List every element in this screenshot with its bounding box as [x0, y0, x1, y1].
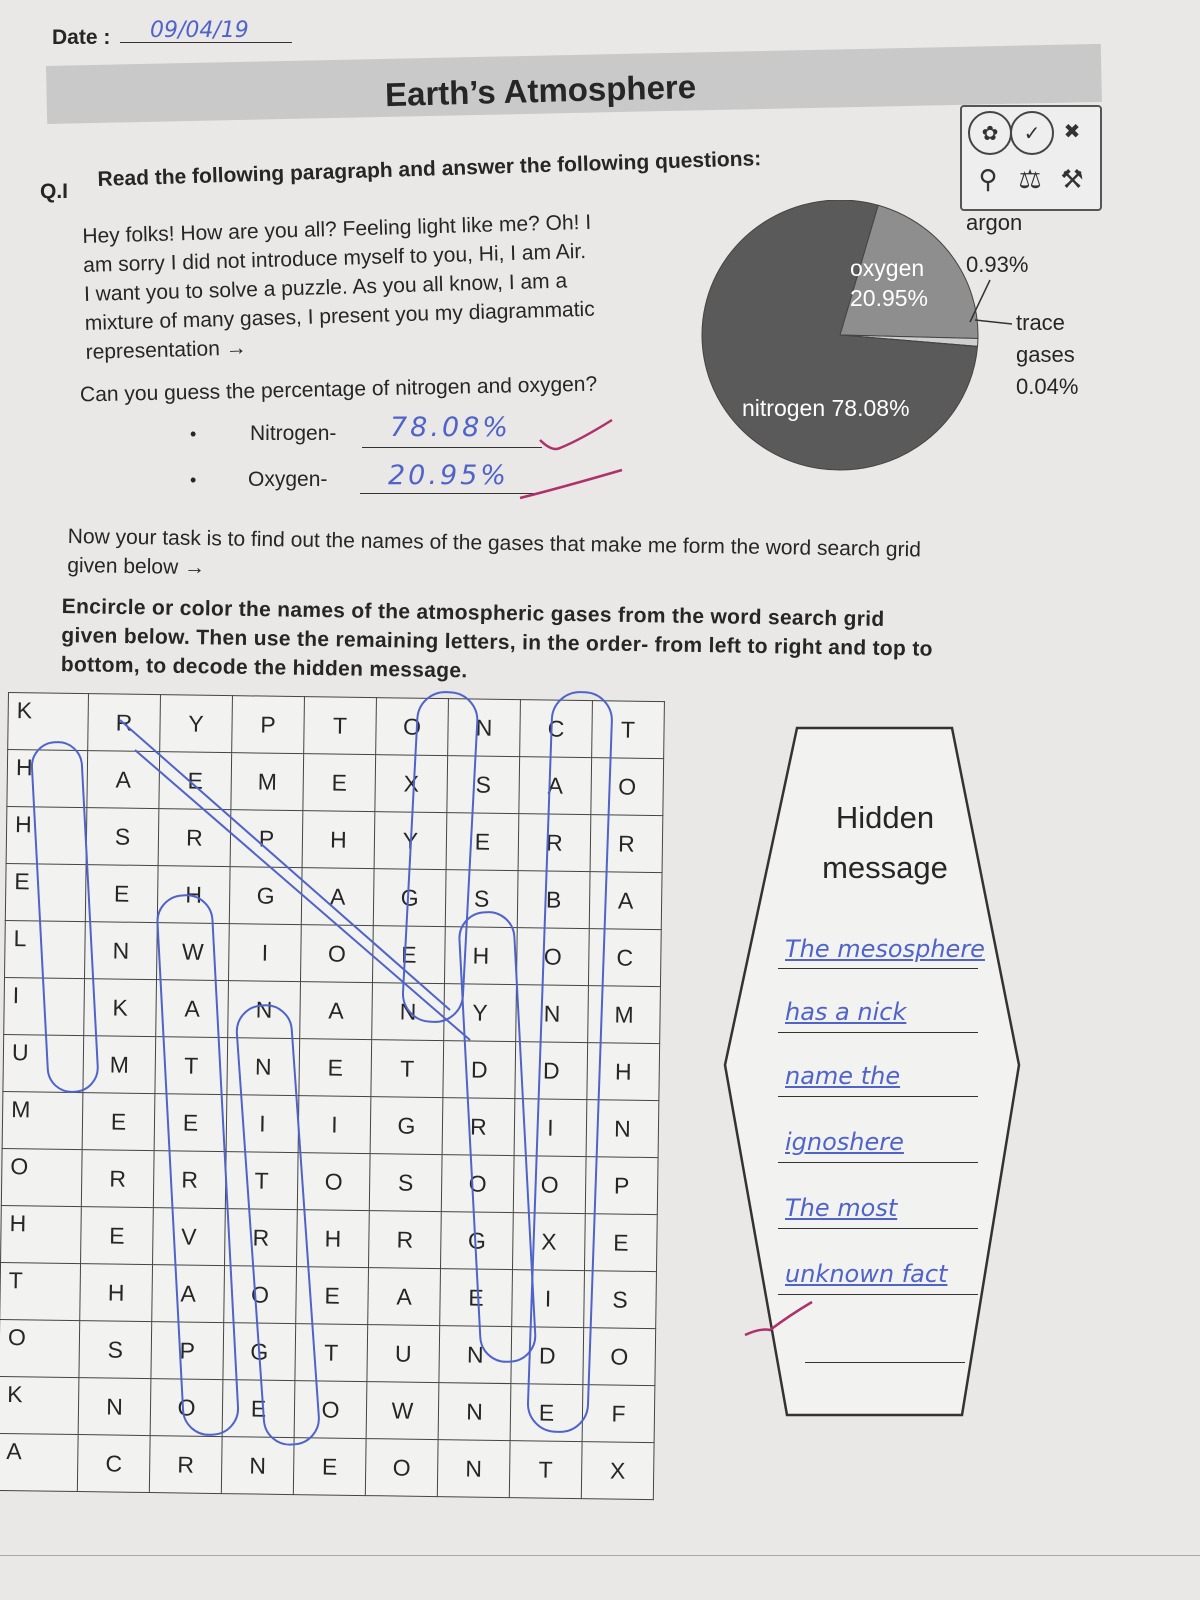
question-text: Read the following paragraph and answer the following questions: [97, 147, 762, 192]
grid-cell[interactable]: R [81, 1150, 154, 1208]
nitrogen-label: Nitrogen- [250, 422, 337, 445]
grid-cell[interactable]: P [232, 696, 305, 754]
grid-cell[interactable]: H [297, 1210, 370, 1268]
grid-cell[interactable]: N [437, 1440, 510, 1498]
question-number: Q.I [40, 180, 69, 203]
grid-cell[interactable]: T [509, 1441, 582, 1499]
trace-label-2: gases [1016, 342, 1075, 367]
nitrogen-label: nitrogen 78.08% [742, 395, 910, 421]
grid-cell[interactable]: K [0, 1376, 79, 1434]
grid-row [1, 1205, 658, 1271]
grid-row [7, 750, 664, 816]
grid-cell[interactable]: R [158, 809, 231, 867]
grid-cell[interactable]: I [512, 1270, 585, 1328]
paragraph-line: I want you to solve a puzzle. As you all know, I am a [83, 269, 568, 306]
hidden-message-title [790, 793, 980, 893]
page-bottom-rule [0, 1555, 1200, 1556]
grid-cell[interactable]: H [302, 811, 375, 869]
trace-leader-line [975, 320, 1012, 324]
grid-row [8, 693, 665, 759]
grid-row [5, 863, 662, 929]
grid-cell[interactable]: O [516, 928, 589, 986]
tools-icon: ✖ [1063, 120, 1081, 143]
nitrogen-answer[interactable]: 78.08% [390, 412, 511, 443]
scale-icon: ⚖ [1018, 163, 1042, 194]
grid-cell[interactable]: A [589, 872, 662, 930]
grid-cell[interactable]: O [150, 1379, 223, 1437]
check-icon: ✓ [1010, 111, 1054, 155]
grid-cell[interactable]: O [591, 758, 664, 816]
guess-question: Can you guess the percentage of nitrogen and oxygen? [79, 372, 598, 407]
hidden-title-line: message [822, 850, 948, 885]
oxygen-label: Oxygen- [248, 468, 328, 491]
grid-cell[interactable]: A [519, 757, 592, 815]
grid-cell[interactable]: E [510, 1384, 583, 1442]
grid-cell[interactable]: O [300, 925, 373, 983]
grid-cell[interactable]: O [376, 698, 449, 756]
grid-cell[interactable]: S [79, 1321, 152, 1379]
grid-cell[interactable]: E [85, 865, 158, 923]
grid-cell[interactable]: E [584, 1214, 657, 1272]
grid-cell[interactable]: O [441, 1155, 514, 1213]
paragraph-line: mixture of many gases, I present you my diagrammatic [84, 297, 595, 335]
grid-cell[interactable]: K [84, 979, 157, 1037]
grid-cell[interactable]: H [80, 1264, 153, 1322]
grid-row [4, 977, 661, 1043]
grid-cell[interactable]: E [154, 1094, 227, 1152]
grid-cell[interactable]: P [151, 1322, 224, 1380]
grid-cell[interactable]: W [366, 1382, 439, 1440]
grid-cell[interactable]: U [367, 1325, 440, 1383]
grid-cell[interactable]: N [516, 985, 589, 1043]
grid-cell[interactable]: S [584, 1271, 657, 1329]
grid-cell[interactable]: G [223, 1323, 296, 1381]
grid-cell[interactable]: D [515, 1042, 588, 1100]
message-line [778, 1162, 978, 1163]
grid-cell[interactable]: O [297, 1153, 370, 1211]
message-text[interactable]: unknown fact [785, 1260, 948, 1288]
grid-cell[interactable]: P [230, 810, 303, 868]
grid-cell[interactable]: M [231, 753, 304, 811]
oxygen-answer[interactable]: 20.95% [388, 460, 509, 491]
grid-cell[interactable]: N [227, 1038, 300, 1096]
grid-cell[interactable]: P [585, 1157, 658, 1215]
grid-cell[interactable]: R [368, 1211, 441, 1269]
grid-cell[interactable]: E [222, 1380, 295, 1438]
grid-cell[interactable]: S [445, 870, 518, 928]
grid-cell[interactable]: E [372, 926, 445, 984]
paragraph-line: Hey folks! How are you all? Feeling light like me? Oh! I [82, 210, 592, 248]
grid-cell[interactable]: T [304, 697, 377, 755]
grid-cell[interactable]: T [592, 701, 665, 759]
grid-cell[interactable]: H [1, 1205, 82, 1263]
brain-icon: ✿ [968, 111, 1012, 155]
grid-row [3, 1034, 660, 1100]
grid-cell[interactable]: D [443, 1041, 516, 1099]
grid-cell[interactable]: M [2, 1091, 83, 1149]
grid-cell[interactable]: E [440, 1269, 513, 1327]
grid-cell[interactable]: H [444, 927, 517, 985]
grid-cell[interactable]: U [3, 1034, 84, 1092]
paragraph-line: representation → [85, 336, 247, 364]
grid-cell[interactable]: N [439, 1326, 512, 1384]
message-text[interactable]: ignoshere [785, 1128, 904, 1156]
grid-cell[interactable]: F [582, 1385, 655, 1443]
grid-cell[interactable]: C [520, 700, 593, 758]
grid-cell[interactable]: O [294, 1381, 367, 1439]
wrench-icon: ⚒ [1060, 163, 1084, 194]
grid-cell[interactable]: S [86, 808, 159, 866]
grid-cell[interactable]: T [371, 1040, 444, 1098]
grid-cell[interactable]: Y [374, 812, 447, 870]
message-line [778, 968, 978, 969]
grid-cell[interactable]: O [224, 1266, 297, 1324]
grid-cell[interactable]: E [446, 813, 519, 871]
date-label: Date : [52, 26, 111, 49]
grid-row [0, 1319, 656, 1385]
message-line [805, 1362, 965, 1363]
grid-cell[interactable]: I [228, 924, 301, 982]
message-line [778, 1294, 978, 1295]
trace-label-3: 0.04% [1016, 374, 1079, 399]
nitrogen-check-mark [540, 420, 612, 449]
grid-row [2, 1091, 659, 1157]
grid-cell[interactable]: A [368, 1268, 441, 1326]
grid-cell[interactable]: A [156, 980, 229, 1038]
grid-cell[interactable]: A [152, 1265, 225, 1323]
grid-cell[interactable]: N [448, 699, 521, 757]
page-title: Earth’s Atmosphere [384, 67, 697, 114]
grid-row [0, 1262, 656, 1328]
grid-cell[interactable]: S [369, 1154, 442, 1212]
grid-cell[interactable]: M [83, 1036, 156, 1094]
grid-cell[interactable]: H [6, 806, 87, 864]
message-line [778, 1032, 978, 1033]
message-text[interactable]: The mesosphere [785, 935, 985, 963]
grid-cell[interactable]: T [225, 1152, 298, 1210]
grid-cell[interactable]: I [226, 1095, 299, 1153]
grid-cell[interactable]: A [301, 868, 374, 926]
grid-cell[interactable]: O [1, 1148, 82, 1206]
word-search-grid[interactable] [0, 692, 665, 1500]
grid-cell[interactable]: Y [444, 984, 517, 1042]
hidden-title-line: Hidden [835, 800, 935, 835]
grid-cell[interactable]: G [440, 1212, 513, 1270]
message-line [778, 1228, 978, 1229]
grid-cell[interactable]: G [229, 867, 302, 925]
grid-cell[interactable]: E [82, 1093, 155, 1151]
grid-cell[interactable]: E [81, 1207, 154, 1265]
grid-cell[interactable]: W [156, 923, 229, 981]
grid-cell[interactable]: M [588, 986, 661, 1044]
grid-cell[interactable]: C [77, 1435, 150, 1493]
grid-cell[interactable]: T [155, 1037, 228, 1095]
date-value[interactable]: 09/04/19 [150, 18, 249, 43]
grid-row [5, 920, 662, 986]
grid-cell[interactable]: E [5, 863, 86, 921]
grid-cell[interactable]: E [159, 752, 232, 810]
grid-cell[interactable]: V [153, 1208, 226, 1266]
magnifier-icon: ⚲ [978, 163, 998, 194]
oxygen-label-2: 20.95% [850, 285, 929, 311]
grid-cell[interactable]: H [157, 866, 230, 924]
grid-cell[interactable]: C [588, 929, 661, 987]
instruction-line: given below. Then use the remaining letters, in the order- from left to right and top to [61, 623, 933, 661]
grid-cell[interactable]: A [300, 982, 373, 1040]
grid-cell[interactable]: D [511, 1327, 584, 1385]
grid-row [0, 1376, 655, 1442]
grid-cell[interactable]: H [587, 1043, 660, 1101]
grid-cell[interactable]: N [372, 983, 445, 1041]
grid-cell[interactable]: A [0, 1433, 78, 1491]
grid-cell[interactable]: O [365, 1439, 438, 1497]
grid-cell[interactable]: E [303, 754, 376, 812]
grid-cell[interactable]: N [221, 1437, 294, 1495]
grid-cell[interactable]: X [375, 755, 448, 813]
grid-cell[interactable]: H [7, 750, 88, 808]
grid-cell[interactable]: T [0, 1262, 81, 1320]
grid-cell[interactable]: O [583, 1328, 656, 1386]
gas-pie-chart [700, 200, 1120, 510]
paragraph-line: am sorry I did not introduce myself to you, Hi, I am Air. [82, 239, 587, 277]
argon-label-2: 0.93% [966, 252, 1029, 277]
grid-cell[interactable]: I [514, 1099, 587, 1157]
instructions-text [61, 592, 1112, 695]
trace-label-1: trace [1016, 310, 1065, 335]
argon-label-1: argon [966, 210, 1023, 235]
grid-cell[interactable]: B [517, 871, 590, 929]
task-line: given below → [67, 553, 206, 580]
grid-row [0, 1433, 654, 1499]
message-check-mark [740, 1300, 820, 1350]
message-text[interactable]: has a nick [785, 998, 907, 1026]
grid-cell[interactable]: R [88, 694, 161, 752]
grid-cell[interactable]: G [370, 1097, 443, 1155]
grid-cell[interactable]: R [225, 1209, 298, 1267]
task-line: Now your task is to find out the names of the gases that make me form the word search grid [67, 524, 922, 562]
grid-cell[interactable]: O [0, 1319, 80, 1377]
grid-row [6, 806, 663, 872]
grid-cell[interactable]: R [590, 815, 663, 873]
instruction-line: bottom, to decode the hidden message. [60, 652, 468, 683]
grid-cell[interactable]: N [228, 981, 301, 1039]
grid-cell[interactable]: X [512, 1213, 585, 1271]
grid-cell[interactable]: K [8, 693, 89, 751]
grid-cell[interactable]: R [149, 1436, 222, 1494]
grid-cell[interactable]: S [447, 756, 520, 814]
grid-cell[interactable]: N [438, 1383, 511, 1441]
grid-cell[interactable]: E [296, 1267, 369, 1325]
grid-cell[interactable]: N [78, 1378, 151, 1436]
grid-cell[interactable]: T [295, 1324, 368, 1382]
grid-cell[interactable]: E [299, 1039, 372, 1097]
grid-cell[interactable]: R [442, 1098, 515, 1156]
grid-cell[interactable]: I [298, 1096, 371, 1154]
grid-cell[interactable]: I [4, 977, 85, 1035]
grid-cell[interactable]: E [293, 1438, 366, 1496]
grid-cell[interactable]: N [586, 1100, 659, 1158]
grid-cell[interactable]: R [153, 1151, 226, 1209]
oxygen-check-mark [520, 470, 622, 498]
grid-cell[interactable]: Y [160, 695, 233, 753]
grid-cell[interactable]: O [513, 1156, 586, 1214]
message-text[interactable]: The most [785, 1194, 898, 1222]
grid-cell[interactable]: X [581, 1442, 654, 1500]
grid-cell[interactable]: G [373, 869, 446, 927]
message-line [778, 1096, 978, 1097]
bullet: • [190, 470, 197, 490]
instruction-line: Encircle or color the names of the atmospheric gases from the word search grid [61, 594, 885, 631]
grid-row [1, 1148, 658, 1214]
grid-cell[interactable]: A [87, 751, 160, 809]
grid-cell[interactable]: N [85, 922, 158, 980]
message-text[interactable]: name the [785, 1062, 901, 1090]
grid-cell[interactable]: L [5, 920, 86, 978]
bullet: • [190, 424, 197, 444]
pie-slices [702, 200, 978, 470]
oxygen-label-1: oxygen [850, 255, 925, 281]
grid-cell[interactable]: R [518, 814, 591, 872]
